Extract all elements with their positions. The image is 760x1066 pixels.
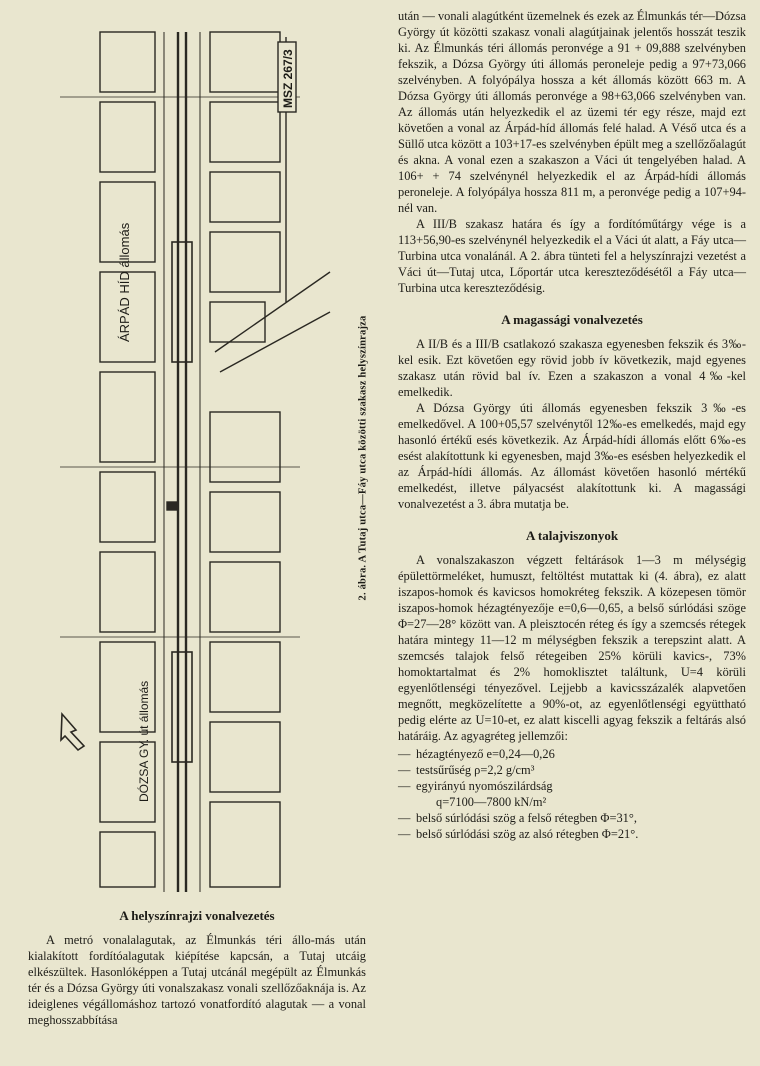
site-plan-figure <box>40 12 340 902</box>
paragraph: A Dózsa György úti állomás egyenesben fekszik 3‰-es emelkedővel. A 100+05,57 szelvénytől 12‰-es emelkedés, majd egy hasonló értékű esés következik. Az Árpád-hídi állomás előtt 6‰-es esést alakítottunk ki egyenesben, majd 3‰-es esésben helyezkedik el az Árpád-hídi állomás. Az állomást követően hasonló mértékű emelkedést, illetve pályacsést alakítottunk ki. A magassági vonalvezetést a 3. ábra mutatja be. <box>398 401 746 511</box>
paragraph: után — vonali alagútként üzemelnek és ezek az Élmunkás tér—Dózsa György út közötti szakasz vonali alagútjainak jelentős hosszát teszik ki. Az Élmunkás téri állomás peronvége a 91 + 09,888 szelvényben fekszik, a Dózsa György úti állomás peroneleje pedig a 97+73,066 szelvényben. A folyópálya hossza a két állomás között 663 m. A Dózsa György úti állomás peronvége a 98+63,066 szelvényben van. Az állomás után helyezkedik el az üzemi tér egy része, majd ezt követően a vonal az Árpád-híd állomás felé halad. A Véső utca és a Süllő utca között a 103+17-es szelvényben épült meg a szellőzőalagút és akna. A vonal ezen a szakaszon a Váci út tengelyében halad. A 106+ + 74 szelvénynél helyezkedik el az Árpád-hídi állomás peroneleje. A folyópálya hossza 811 m, a peronvége pedig a 107+94-nél van. <box>398 9 746 215</box>
standard-stamp <box>278 42 296 112</box>
list-item: — belső súrlódási szög az alsó rétegben Φ=21°. <box>398 826 746 842</box>
list-item: — testsűrűség ρ=2,2 g/cm³ <box>398 762 746 778</box>
street-label: DÓZSA GY. út állomás <box>137 680 151 802</box>
paragraph: A III/B szakasz határa és így a fordítóműtárgy vége is a 113+56,90-es szelvénynél helyezkedik el a Váci út alatt, a Fáy utca—Turbina utca vonalánál. A 2. ábra tünteti fel a helyszínrajzi vezetést a Váci út—Tutaj utca, Lőportár utca kereszteződésétől a Fáy utca—Turbina utca kereszteződésig. <box>398 217 746 295</box>
section-heading-soil: A talajviszonyok <box>525 528 619 543</box>
stamp-text: MSZ 267/3 <box>281 49 295 108</box>
soil-properties-list <box>398 746 746 842</box>
list-item: — egyirányú nyomószilárdság <box>398 778 746 794</box>
right-column <box>398 8 746 842</box>
list-item: — belső súrlódási szög a felső rétegben Φ=31°, <box>398 810 746 826</box>
list-item: — hézagtényező e=0,24—0,26 <box>398 746 746 762</box>
figure-caption-text: 2. ábra. A Tutaj utca—Fáy utca közötti szakasz helyszínrajza <box>357 315 369 600</box>
list-item: q=7100—7800 kN/m² <box>436 795 547 809</box>
site-plan-drawing <box>40 12 340 902</box>
paragraph: A II/B és a III/B csatlakozó szakasza egyenesben fekszik és 3‰-kel esik. Ezt követően egy rövid jobb ív következik, majd egyenes szakasz után rövid bal ív. Ezen a szakaszon a vonal 4‰-kel emelkedik. <box>398 337 746 399</box>
station-label: ÁRPÁD HÍD állomás <box>117 222 132 342</box>
paragraph: A vonalszakaszon végzett feltárások 1—3 m mélységig épülettörmeléket, humuszt, feltöltést mutattak ki (4. ábra), ez alatt iszapos-homok és kavicsos homokréteg fekszik. A közepesen tömör iszapos-homok hézagtényezője e=0,6—0,65, a belső súrlódási szöge Φ=27—28° között van. A pleisztocén réteg és így a szemcsés rétegek határa mintegy 11—12 m mélységben fekszik a terepszint alatt. A szemcsés talajok felső rétegeiben 25% körüli kavics-, 73% homoktartalmat és 2% homoklisztet találtunk, U=4 körüli egyenlőtlenségi tényezővel. Lejjebb a kavicsszázalék alapvetően megnőtt, megközelítette a 90%-ot, az egyenlőtlenségi együttható pedig elérte az U=10-et, ez alatt kiscelli agyag fekszik a feltárás alsó határáig. Az agyagréteg jellemzői: <box>398 553 746 743</box>
section-heading-vertical: A magassági vonalvezetés <box>501 312 643 327</box>
paragraph: A metró vonalalagutak, az Élmunkás téri állo-más után kialakított fordítóalagutak kiépítése kapcsán, a Tutaj utcáig elkészültek. Hasonlóképpen a Tutaj utcánál megépült az Élmunkás tér és a Dózsa György úti vonalszakasz vonali szellőzőaknája is. Az ideiglenes végállomáshoz tartozó vonatfordító alagutak — a vonal meghosszabbítása <box>28 933 366 1027</box>
section-heading-layout: A helyszínrajzi vonalvezetés <box>119 908 275 923</box>
figure-caption <box>356 275 370 640</box>
left-column <box>28 908 366 1028</box>
